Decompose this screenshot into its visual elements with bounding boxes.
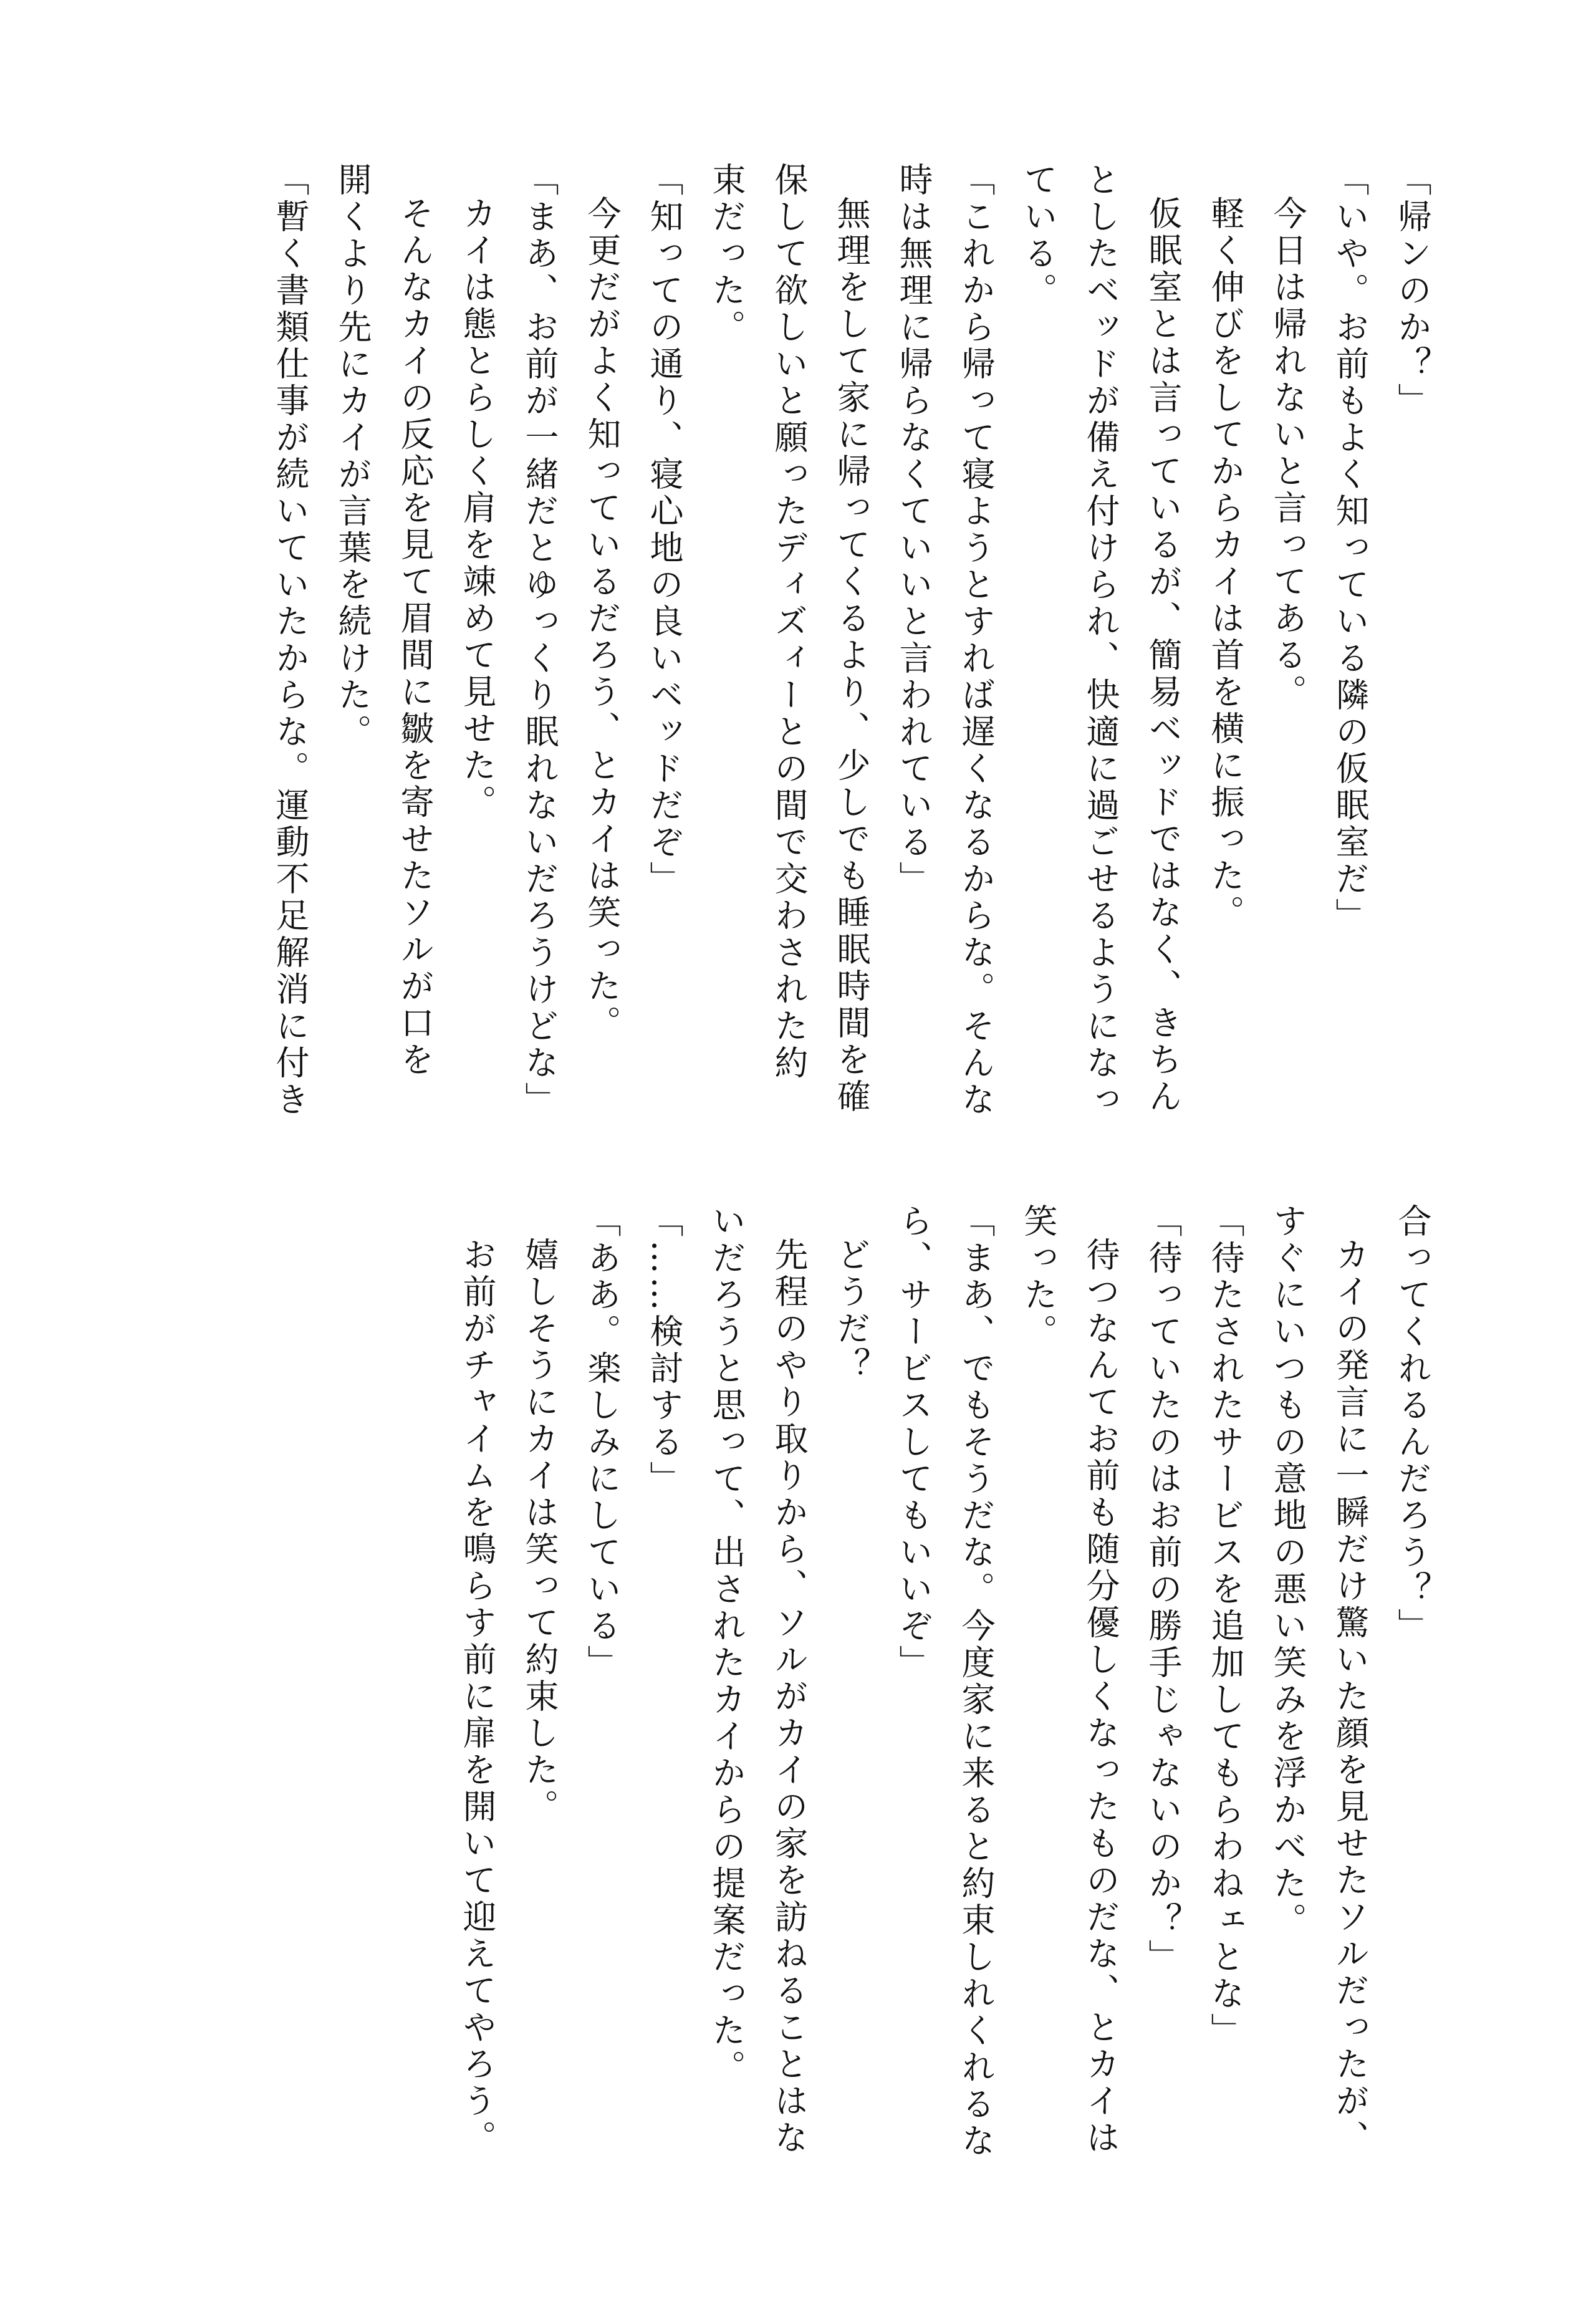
text-line: 「まあ、でもそうだな。今度家に来ると約束しれくれるな	[956, 1203, 996, 2160]
text-line: 「ああ。楽しみにしている」	[582, 1203, 622, 1682]
text-line: 「……検討する」	[645, 1203, 684, 1498]
text-line: いだろうと思って、出されたカイからの提案だった。	[707, 1203, 746, 2086]
text-line: 無理をして家に帰ってくるより、少しでも睡眠時間を確	[832, 196, 871, 1115]
text-line: ら、サービスしてもいいぞ」	[894, 1203, 933, 1682]
text-line: 束だった。	[707, 162, 746, 346]
text-line: 「まあ、お前が一緒だとゆっくり眠れないだろうけどな」	[520, 162, 559, 1119]
text-line: 合ってくれるんだろう？」	[1393, 1203, 1432, 1645]
text-line: 今日は帰れないと言ってある。	[1268, 196, 1307, 711]
text-line: 「待たされたサービスを追加してもらわねェとな」	[1206, 1203, 1245, 2049]
text-line: お前がチャイムを鳴らす前に扉を開いて迎えてやろう。	[458, 1237, 497, 2157]
text-line: カイの発言に一瞬だけ驚いた顔を見せたソルだったが、	[1330, 1237, 1370, 2157]
text-line: 「待っていたのはお前の勝手じゃないのか？」	[1143, 1203, 1183, 1976]
text-line: 待つなんてお前も随分優しくなったものだな、とカイは	[1081, 1237, 1120, 2157]
text-line: 先程のやり取りから、ソルがカイの家を訪ねることはな	[769, 1237, 809, 2157]
text-line: 保して欲しいと願ったディズィーとの間で交わされた約	[769, 162, 809, 1082]
text-line: としたベッドが備え付けられ、快適に過ごせるようになっ	[1081, 162, 1120, 1119]
text-line: 「暫く書類仕事が続いていたからな。運動不足解消に付き	[271, 162, 310, 1119]
text-line: すぐにいつもの意地の悪い笑みを浮かべた。	[1268, 1203, 1307, 1939]
text-line: 嬉しそうにカイは笑って約束した。	[520, 1237, 559, 1826]
text-line: 時は無理に帰らなくていいと言われている」	[894, 162, 933, 898]
lower-text-block	[446, 1203, 1443, 2160]
upper-text-block	[259, 162, 1443, 1119]
text-line: そんなカイの反応を見て眉間に皺を寄せたソルが口を	[395, 196, 435, 1079]
text-line: 仮眠室とは言っているが、簡易ベッドではなく、きちん	[1143, 196, 1183, 1115]
text-line: 「知っての通り、寝心地の良いベッドだぞ」	[645, 162, 684, 898]
text-line: 「これから帰って寝ようとすれば遅くなるからな。そんな	[956, 162, 996, 1119]
text-line: 「帰ンのか？」	[1393, 162, 1432, 420]
text-line: 今更だがよく知っているだろう、とカイは笑った。	[582, 196, 622, 1042]
text-line: どうだ？	[832, 1237, 871, 1384]
text-line: ている。	[1019, 162, 1058, 309]
text-line: 開くより先にカイが言葉を続けた。	[333, 162, 372, 751]
text-line: 笑った。	[1019, 1203, 1058, 1351]
text-line: カイは態とらしく肩を竦めて見せた。	[458, 196, 497, 821]
text-line: 「いや。お前もよく知っている隣の仮眠室だ」	[1330, 162, 1370, 935]
text-line: 軽く伸びをしてからカイは首を横に振った。	[1206, 196, 1245, 932]
